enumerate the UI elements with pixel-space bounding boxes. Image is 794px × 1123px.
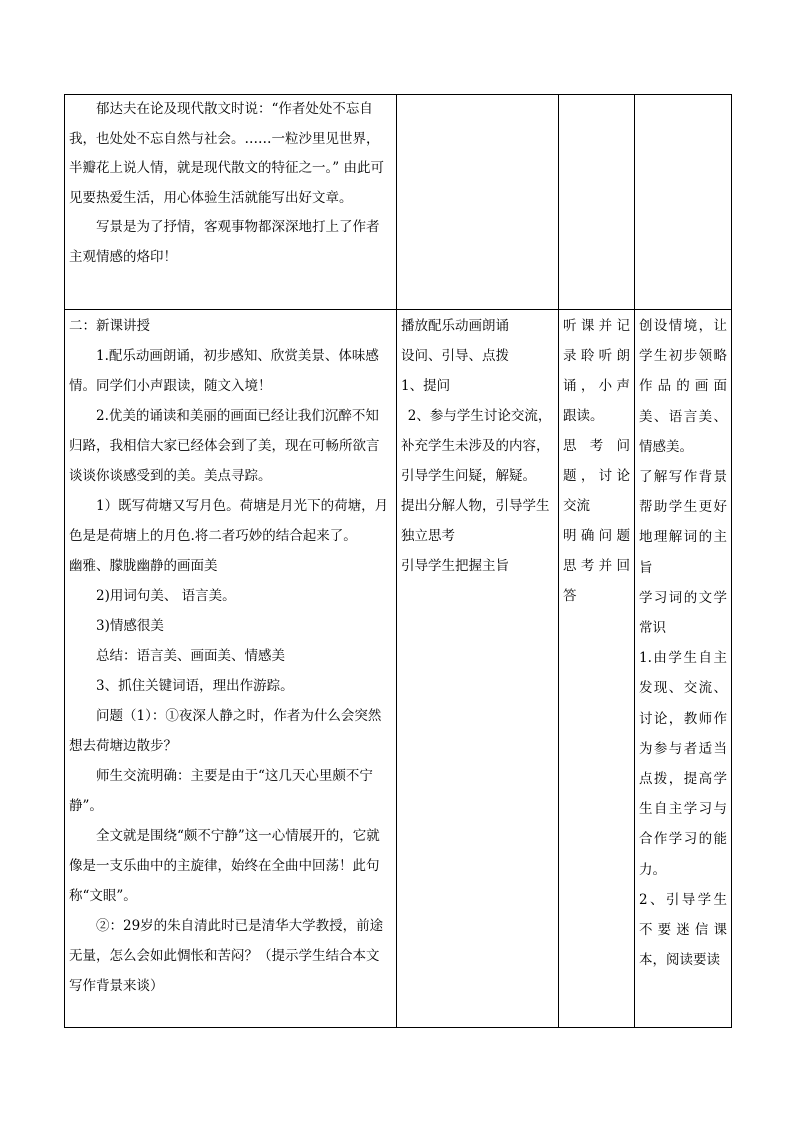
paragraph: 设问、引导、点拨 [401, 348, 509, 364]
paragraph: 2、引导学生不要迷信课本，阅读要读 [639, 891, 727, 969]
paragraph: 创设情境，让学生初步领略作品的画面美、语言美、情感美。 [639, 318, 727, 455]
paragraph: 师生交流明确：主要是由于“这几天心里颇不宁静”。 [69, 768, 373, 814]
section-heading: 二：新课讲授 [69, 318, 150, 334]
paragraph: 学习词的文学常识 [639, 589, 727, 637]
paragraph: 提出分解人物，引导学生独立思考 [401, 498, 550, 544]
paragraph: 1）既写荷塘又写月色。荷塘是月光下的荷塘，月色是是荷塘上的月色.将二者巧妙的结合起来了。 [69, 498, 389, 544]
student-activity-cell [559, 310, 635, 1028]
paragraph: 总结：语言美、画面美、情感美 [96, 648, 285, 664]
paragraph: 播放配乐动画朗诵 [401, 318, 509, 334]
paragraph: 引导学生把握主旨 [401, 558, 509, 574]
student-activity-cell [559, 95, 635, 310]
lesson-plan-table [64, 94, 732, 1028]
content-cell [65, 310, 397, 1028]
paragraph: 3、抓住关键词语，理出作游踪。 [96, 678, 294, 694]
paragraph: 2、参与学生讨论交流，补充学生未涉及的内容，引导学生问疑，解疑。 [401, 408, 552, 484]
paragraph: 2.优美的诵读和美丽的画面已经让我们沉醉不知归路，我相信大家已经体会到了美，现在可畅所欲言谈谈你谈感受到的美。美点寻踪。 [69, 408, 380, 484]
paragraph: 明确问题思考并回答 [563, 528, 630, 604]
table-row [65, 310, 732, 1028]
paragraph: 3)情感很美 [96, 618, 164, 634]
paragraph: 了解写作背景帮助学生更好地理解词的主旨 [639, 469, 727, 576]
table-row [65, 95, 732, 310]
teacher-activity-cell [397, 95, 559, 310]
design-intent-cell [635, 95, 732, 310]
design-intent-cell [635, 310, 732, 1028]
content-cell [65, 95, 397, 310]
paragraph: 全文就是围绕“颇不宁静”这一心情展开的，它就像是一支乐曲中的主旋律，始终在全曲中回荡！此句称“文眼”。 [69, 828, 380, 904]
paragraph: 1.由学生自主发现、交流、讨论，教师作为参与者适当点拨，提高学生自主学习与合作学习的能力。 [639, 650, 727, 878]
paragraph: 幽雅、朦胧幽静的画面美 [69, 558, 218, 574]
paragraph: 听课并记录聆听朗诵，小声跟读。 [563, 318, 630, 424]
paragraph: 思考问题，讨论交流 [563, 438, 630, 514]
paragraph: 1、提问 [401, 378, 451, 394]
paragraph: ②：29岁的朱自清此时已是清华大学教授，前途无量，怎么会如此惆怅和苦闷？（提示学生结合本文写作背景来谈） [69, 918, 384, 994]
paragraph: 写景是为了抒情，客观事物都深深地打上了作者主观情感的烙印！ [69, 219, 380, 265]
paragraph: 郁达夫在论及现代散文时说：“作者处处不忘自我，也处处不忘自然与社会。……一粒沙里见世界，半瓣花上说人情，就是现代散文的特征之一。” 由此可见要热爱生活，用心体验生活就能写出好文章。 [69, 101, 384, 206]
paragraph: 2)用词句美、 语言美。 [96, 588, 236, 604]
paragraph: 1.配乐动画朗诵，初步感知、欣赏美景、体味感情。同学们小声跟读，随文入境！ [69, 348, 379, 394]
teacher-activity-cell [397, 310, 559, 1028]
paragraph: 问题（1）：①夜深人静之时，作者为什么会突然想去荷塘边散步？ [69, 708, 382, 754]
